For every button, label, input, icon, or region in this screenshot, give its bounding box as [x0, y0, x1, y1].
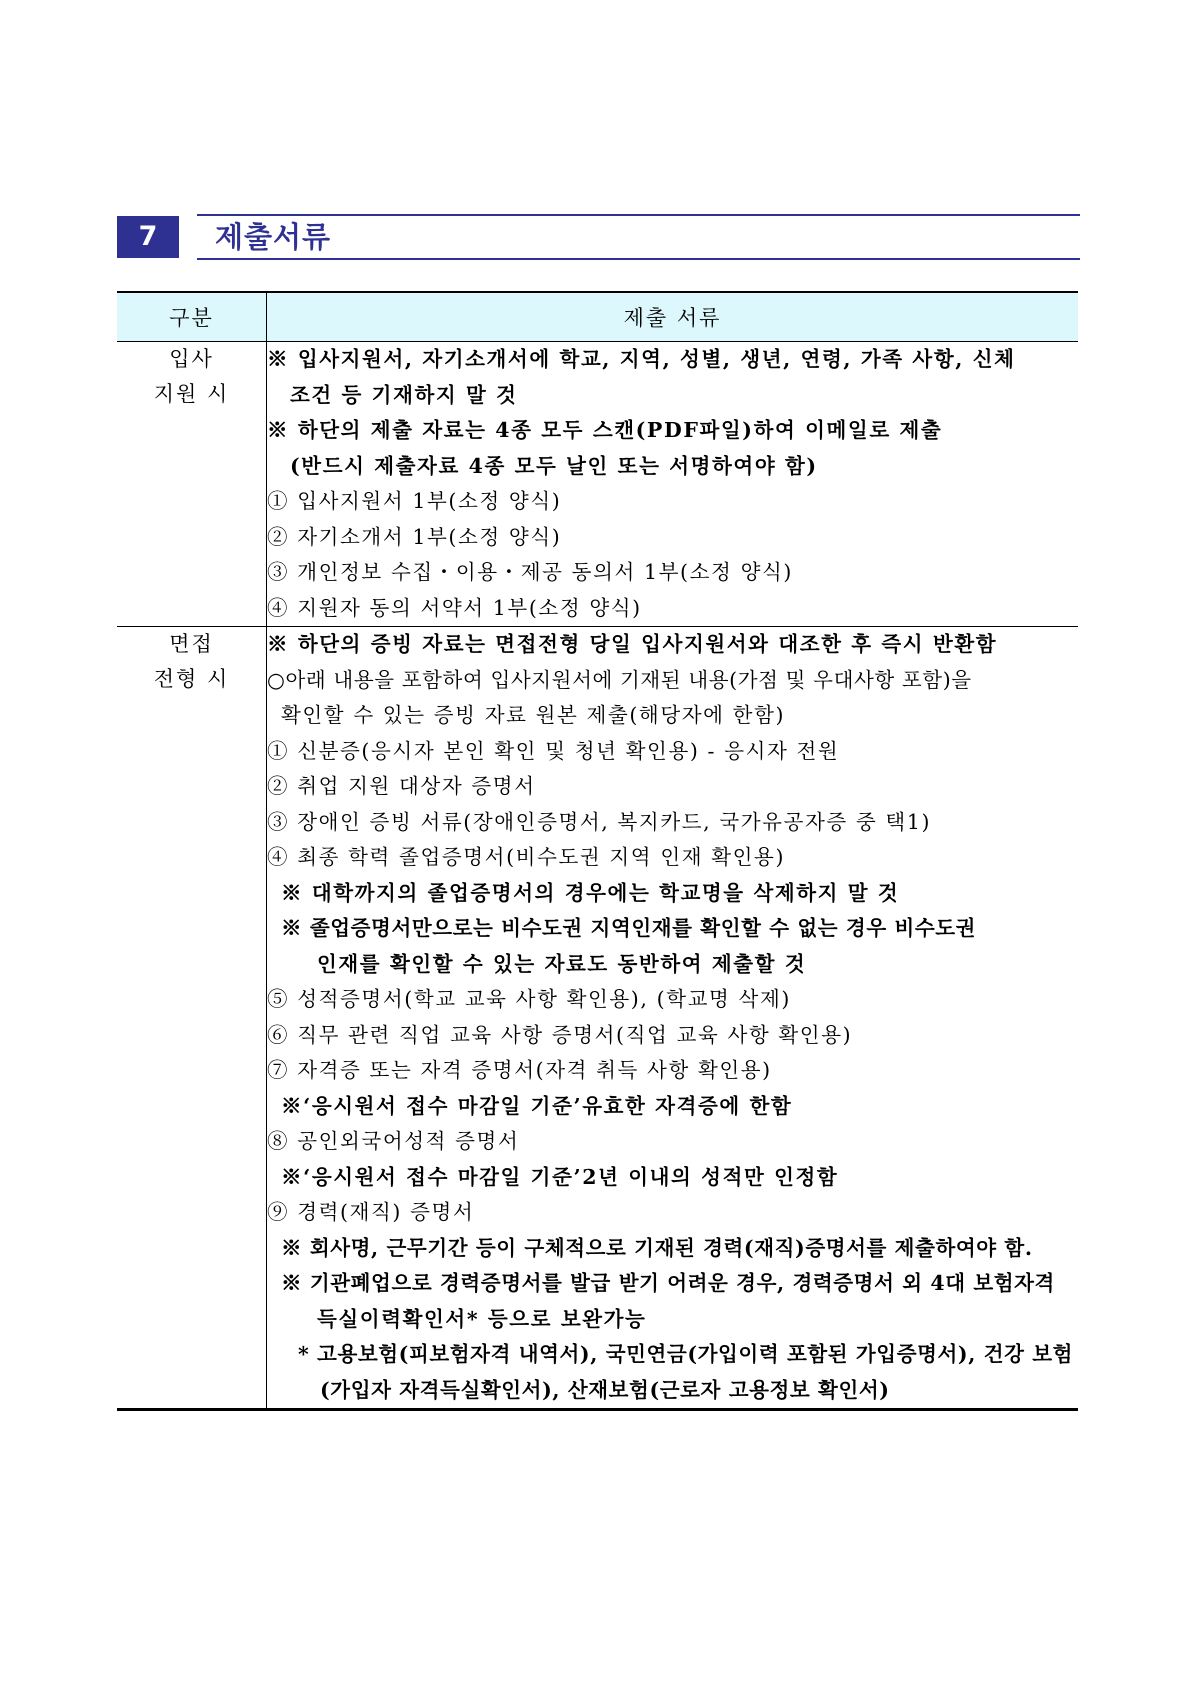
note-line: ※ 회사명, 근무기간 등이 구체적으로 기재된 경력(재직)증명서를 제출하여야 함. [281, 1235, 1033, 1260]
section-header [117, 214, 1080, 260]
list-item: ③ 개인정보 수집・이용・제공 동의서 1부(소정 양식) [267, 560, 793, 584]
list-item: ⑦ 자격증 또는 자격 증명서(자격 취득 사항 확인용) [267, 1058, 772, 1082]
list-item: ⑨ 경력(재직) 증명서 [267, 1200, 475, 1224]
note-line: ※‘응시원서 접수 마감일 기준’2년 이내의 성적만 인정함 [281, 1164, 839, 1189]
table-row-interview [117, 627, 1078, 1410]
documents-application [267, 342, 1079, 627]
section-header-top-rule [197, 214, 1080, 216]
list-item: ④ 지원자 동의 서약서 1부(소정 양식) [267, 595, 642, 620]
table-header-row [117, 292, 1078, 342]
list-item: ④ 최종 학력 졸업증명서(비수도권 지역 인재 확인용) [267, 845, 786, 869]
table-row-application [117, 342, 1078, 627]
note-line: 인재를 확인할 수 있는 자료도 동반하여 제출할 것 [317, 951, 807, 976]
note-line: (반드시 제출자료 4종 모두 날인 또는 서명하여야 함) [290, 453, 818, 478]
header-documents: 제출 서류 [267, 292, 1079, 342]
list-item: ② 취업 지원 대상자 증명서 [267, 774, 536, 798]
section-title: 제출서류 [215, 220, 332, 254]
note-line: ※ 기관폐업으로 경력증명서를 발급 받기 어려운 경우, 경력증명서 외 4대 보험자격 [281, 1271, 1055, 1295]
section-header-bottom-rule [197, 258, 1080, 260]
note-line: ※ 하단의 제출 자료는 4종 모두 스캔(PDF파일)하여 이메일로 제출 [267, 418, 943, 442]
footnote-line: * 고용보험(피보험자격 내역서), 국민연금(가입이력 포함된 가입증명서), 건강 보험 [298, 1342, 1074, 1366]
category-application: 입사 지원 시 [117, 342, 267, 627]
list-item: 확인할 수 있는 증빙 자료 원본 제출(해당자에 한함) [281, 703, 786, 727]
note-line: ※ 입사지원서, 자기소개서에 학교, 지역, 성별, 생년, 연령, 가족 사항, 신체 [267, 347, 1016, 371]
note-line: 득실이력확인서* 등으로 보완가능 [317, 1306, 647, 1331]
list-item: ⑤ 성적증명서(학교 교육 사항 확인용), (학교명 삭제) [267, 987, 791, 1011]
note-line: ※ 졸업증명서만으로는 비수도권 지역인재를 확인할 수 없는 경우 비수도권 [281, 916, 977, 940]
header-category: 구분 [117, 292, 267, 342]
note-line: ※ 대학까지의 졸업증명서의 경우에는 학교명을 삭제하지 말 것 [281, 880, 900, 905]
note-line: 조건 등 기재하지 말 것 [290, 382, 518, 407]
list-item: ① 신분증(응시자 본인 확인 및 청년 확인용) - 응시자 전원 [267, 738, 840, 763]
list-item: ⑥ 직무 관련 직업 교육 사항 증명서(직업 교육 사항 확인용) [267, 1022, 853, 1047]
list-item: ○아래 내용을 포함하여 입사지원서에 기재된 내용(가점 및 우대사항 포함)을 [267, 667, 972, 692]
documents-table [117, 291, 1078, 1411]
category-interview: 면접 전형 시 [117, 627, 267, 1410]
list-item: ⑧ 공인외국어성적 증명서 [267, 1129, 520, 1153]
section-number-badge: 7 [117, 216, 179, 258]
documents-interview [267, 627, 1079, 1410]
list-item: ① 입사지원서 1부(소정 양식) [267, 489, 562, 513]
note-line: ※‘응시원서 접수 마감일 기준’유효한 자격증에 한함 [281, 1093, 793, 1118]
footnote-line: (가입자 자격득실확인서), 산재보험(근로자 고용정보 확인서) [320, 1377, 890, 1402]
list-item: ② 자기소개서 1부(소정 양식) [267, 524, 562, 549]
list-item: ③ 장애인 증빙 서류(장애인증명서, 복지카드, 국가유공자증 중 택1) [267, 809, 932, 834]
note-line: ※ 하단의 증빙 자료는 면접전형 당일 입사지원서와 대조한 후 즉시 반환함 [267, 632, 998, 656]
